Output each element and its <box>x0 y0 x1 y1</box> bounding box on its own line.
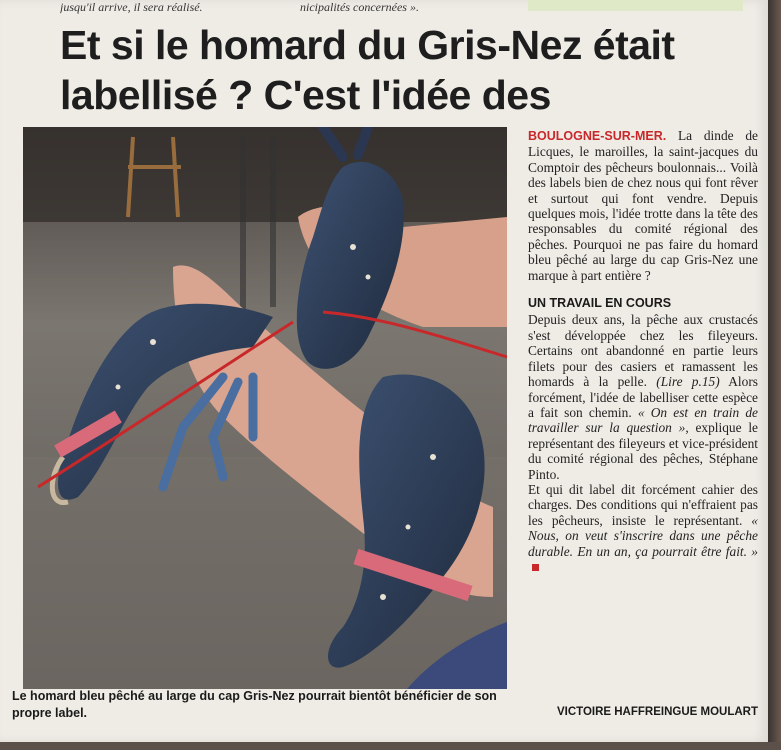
previous-article-snippet: jusqu'il arrive, il sera réalisé. <box>60 0 203 14</box>
paragraph-2-text-b: Alors forcément, l'idée de labelliser cette espèce a fait son chemin. <box>528 374 759 420</box>
lobster-illustration <box>23 127 507 689</box>
article-paragraph-2 <box>528 312 758 481</box>
page-edge-right <box>768 0 781 750</box>
headline-line-2: labellisé ? C'est l'idée des <box>60 72 551 118</box>
previous-article-snippet-2: nicipalités concernées ». <box>300 0 419 14</box>
article-body <box>528 128 758 574</box>
headline-line-1: Et si le homard du Gris-Nez était <box>60 22 675 68</box>
article-paragraph-3 <box>528 482 758 574</box>
page-edge-bottom <box>0 742 781 750</box>
paragraph-2-text-c: , explique le représentant des fileyeurs et vice-président du comité régional des pêches, Stéphane Pinto. <box>528 420 758 482</box>
article-subheading: UN TRAVAIL EN COURS <box>528 296 672 311</box>
end-of-article-icon <box>532 564 539 571</box>
top-colored-box <box>528 0 743 11</box>
photo-caption: Le homard bleu pêché au large du cap Gris-Nez pourrait bientôt bénéficier de son propre label. <box>12 689 497 720</box>
quote-1: « On est en train de travailler sur la question » <box>528 404 758 436</box>
page-reference: (Lire p.15) <box>656 374 720 390</box>
article-paragraph-1 <box>528 128 758 283</box>
dateline: BOULOGNE-SUR-MER. <box>528 129 667 143</box>
author-byline: VICTOIRE HAFFREINGUE MOULART <box>556 706 758 718</box>
paragraph-2-text-a: Depuis deux ans, la pêche aux crustacés s'est développée chez les fileyeurs. Certains ont abandonné en partie leurs filets pour des casiers et ramassent les homards à la pelle. <box>528 312 758 390</box>
lobster-photo <box>23 127 507 689</box>
paragraph-1-text: La dinde de Licques, le maroilles, la saint-jacques du Comptoir des pêcheurs boulonnais... Voilà des labels bien de chez nous qui font rêver et surtout qui font vendre. Depuis quelques mois, l'idée trotte dans la tête des responsables du comité régional des pêches. Pourquoi ne pas faire du homard bleu pêché au large du cap Gris-Nez une marque à part entière ? <box>528 128 758 283</box>
quote-2: « Nous, on veut s'inscrire dans une pêche durable. En un an, ça pourrait être fait. » <box>528 512 758 559</box>
paragraph-3-text: Et qui dit label dit forcément cahier des charges. Des conditions qui n'effraient pas les pêcheurs, insiste le représentant. <box>528 481 758 528</box>
